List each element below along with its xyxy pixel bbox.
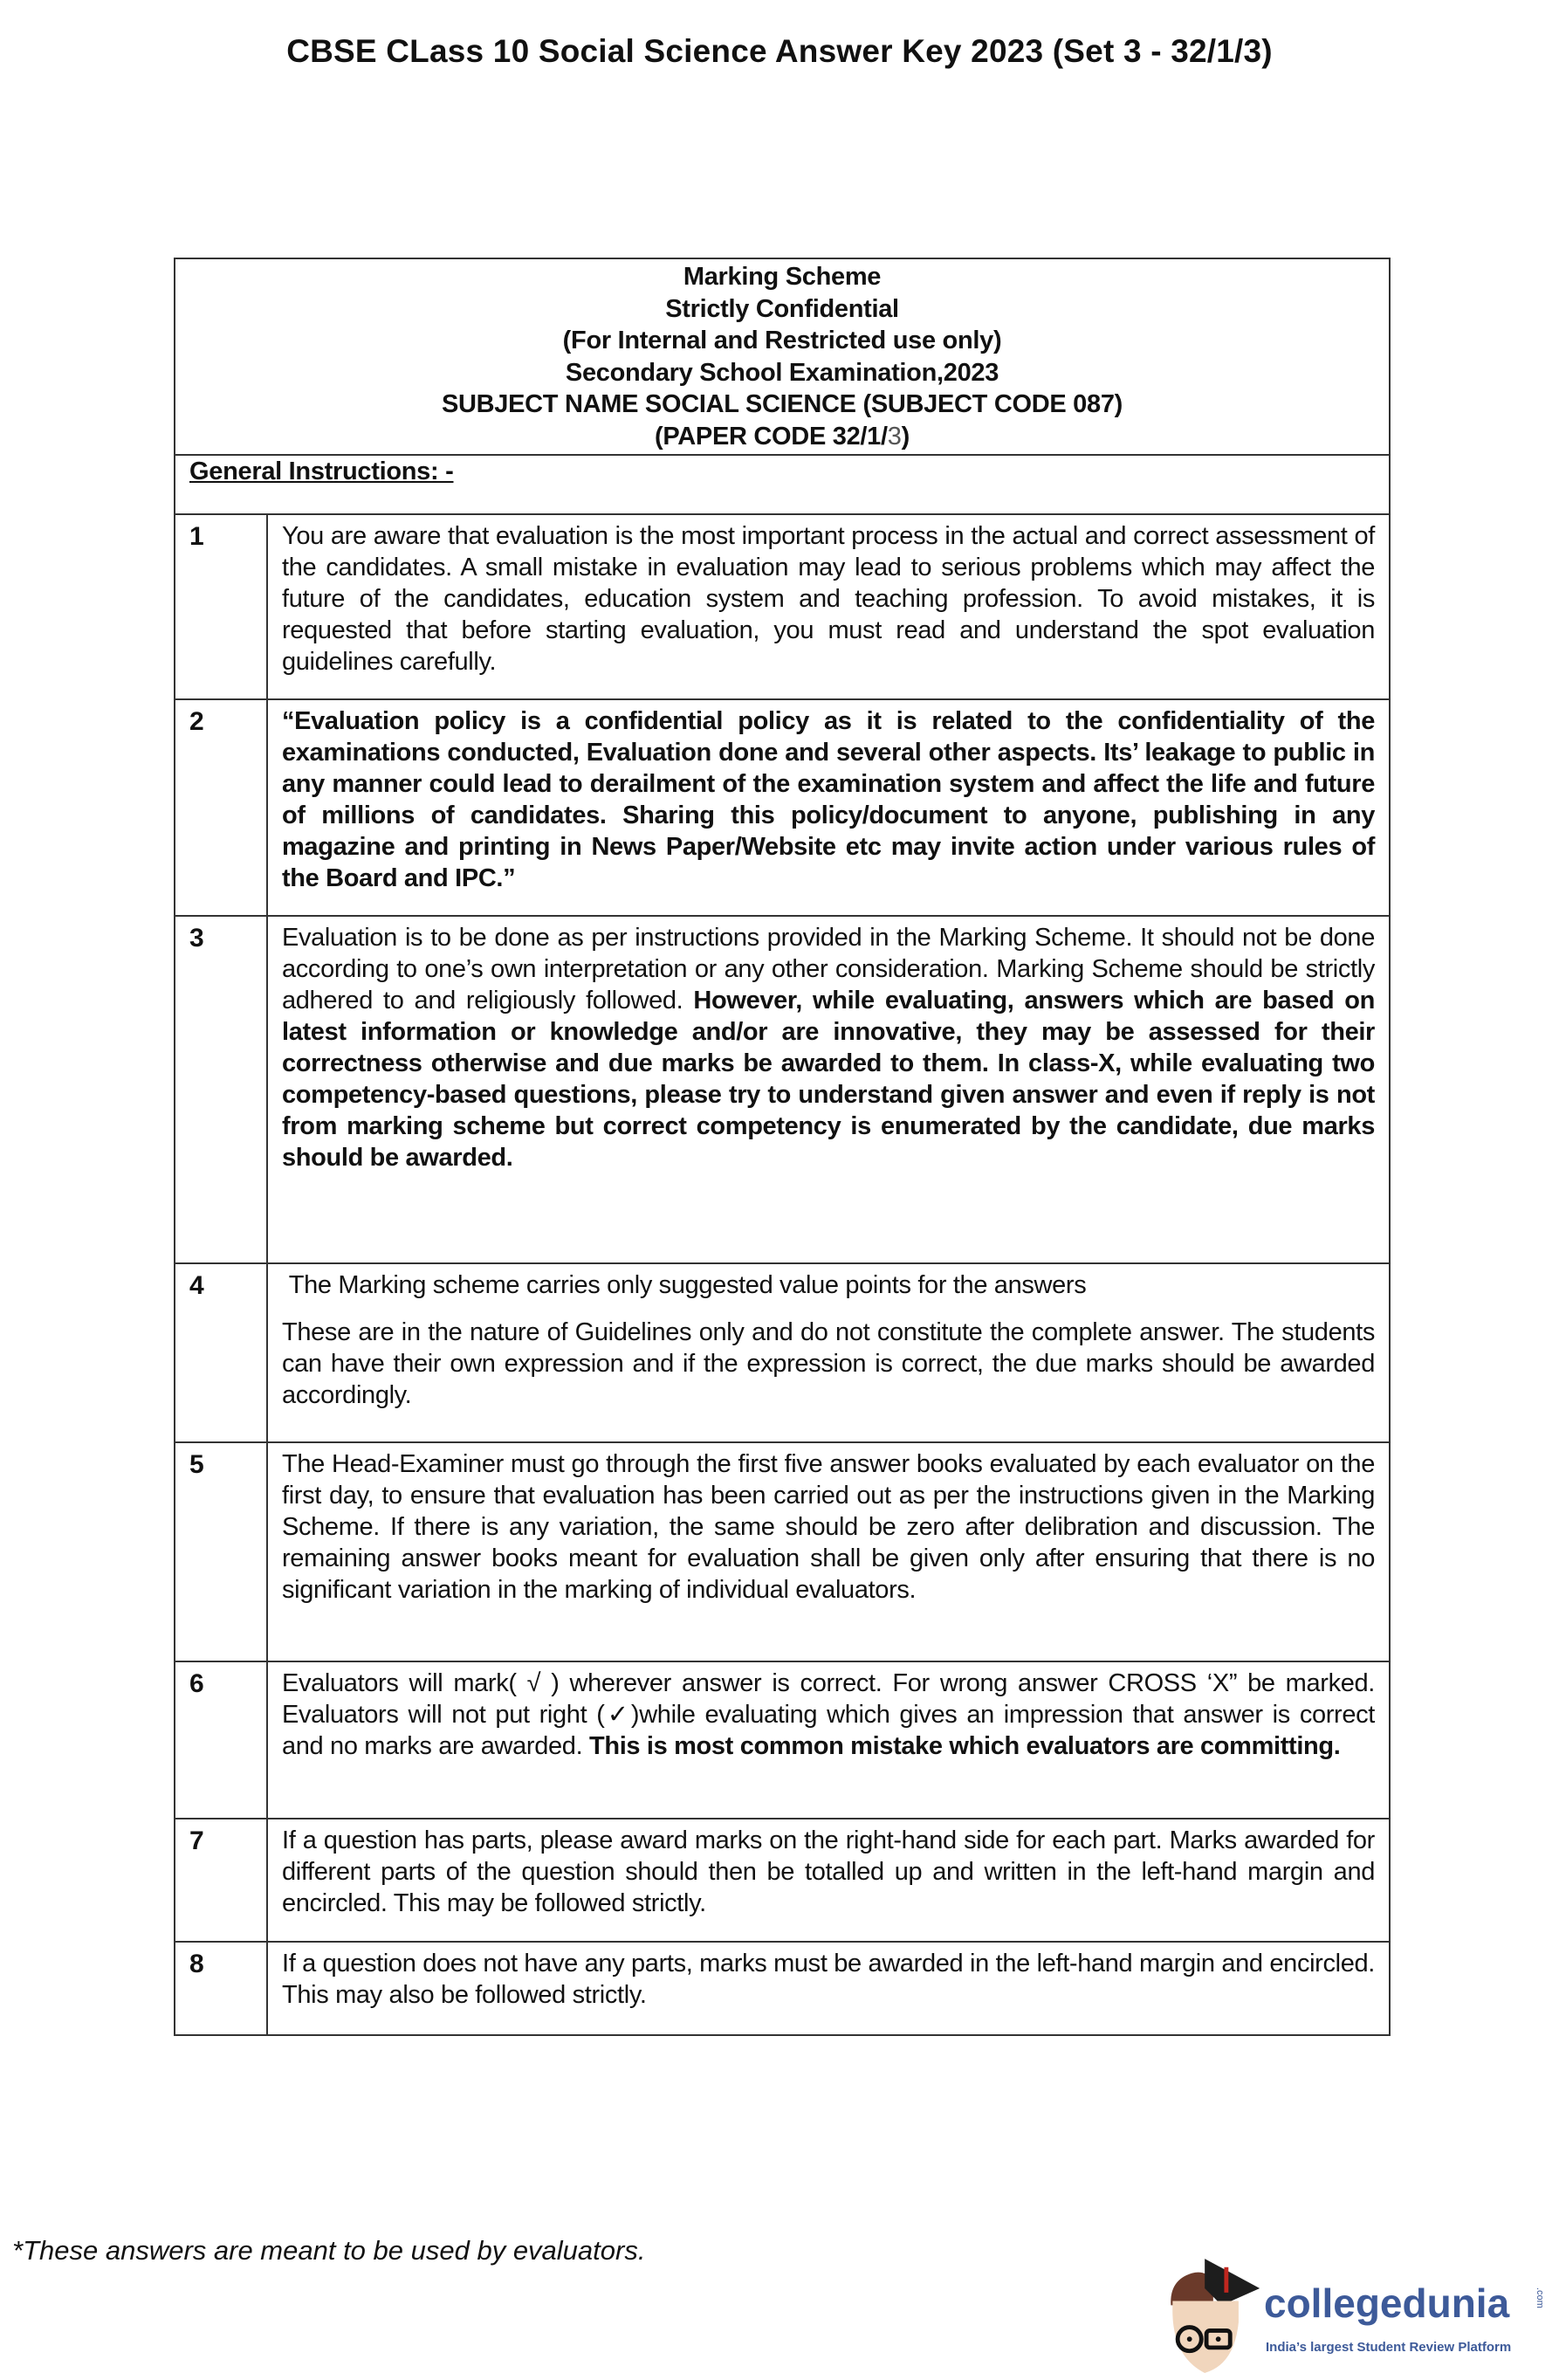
paragraph: If a question does not have any parts, marks must be awarded in the left-hand margin and encircled. This may also be followed strictly. xyxy=(282,1950,1375,2009)
instruction-row xyxy=(175,1819,1390,1942)
collegedunia-logo xyxy=(1154,2253,1547,2380)
paper-code xyxy=(175,421,1389,453)
row-text xyxy=(267,916,1390,1263)
instruction-row xyxy=(175,699,1390,916)
row-text xyxy=(267,1661,1390,1819)
row-text xyxy=(267,514,1390,699)
marking-scheme-table xyxy=(174,258,1391,2036)
text-normal: Evaluation is to be done as per instructions provided in the Marking Scheme. It should not be done according to one’s own interpretation or any other consideration. Marking Scheme should be strictly adhered to and religiously followed. xyxy=(282,924,1375,1015)
text-normal: Evaluators will mark( √ ) wherever answer is correct. For wrong answer CROSS ‘X” be marked. Evaluators will not put right (✓)while evaluating which gives an impression that answer is correct and no marks are awarded. xyxy=(282,1669,1375,1760)
paper-code-set: 3 xyxy=(887,422,902,451)
instruction-row xyxy=(175,1263,1390,1442)
brand-dotcom: .com xyxy=(1535,2287,1545,2308)
row-text xyxy=(267,1819,1390,1942)
brand-tagline: India’s largest Student Review Platform xyxy=(1266,2340,1512,2355)
document-title: CBSE CLass 10 Social Science Answer Key 2023 (Set 3 - 32/1/3) xyxy=(286,33,1273,69)
paper-code-main: (PAPER CODE 32/1/ xyxy=(655,422,888,451)
instruction-row xyxy=(175,1661,1390,1819)
row-text xyxy=(267,699,1390,916)
row-text xyxy=(267,1442,1390,1661)
scheme-header xyxy=(175,258,1390,455)
mascot-icon xyxy=(1154,2253,1264,2380)
brand-name: collegedunia xyxy=(1264,2280,1510,2326)
evaluator-footnote: *These answers are meant to be used by evaluators. xyxy=(12,2235,646,2266)
row-number: 7 xyxy=(175,1819,267,1942)
general-instructions-cell xyxy=(175,455,1390,514)
header-line: Secondary School Examination,2023 xyxy=(565,358,999,387)
paragraph xyxy=(282,922,1375,1173)
header-line: Strictly Confidential xyxy=(665,294,899,323)
paragraph: The Marking scheme carries only suggested value points for the answers xyxy=(282,1271,1087,1299)
header-line: Marking Scheme xyxy=(683,263,882,291)
row-number: 8 xyxy=(175,1942,267,2035)
instruction-row xyxy=(175,916,1390,1263)
general-instructions-heading: General Instructions: - xyxy=(189,457,454,485)
header-line: SUBJECT NAME SOCIAL SCIENCE (SUBJECT CODE 087) xyxy=(441,390,1123,418)
paragraph: The Head-Examiner must go through the first five answer books evaluated by each evaluator on the first day, to ensure that evaluation has been carried out as per the instructions given in the Marking Scheme. If there is any variation, the same should be zero after delibration and discussion. The remaining answer books meant for evaluation shall be given only after ensuring that there is no significant variation in the marking of individual evaluators. xyxy=(282,1450,1375,1604)
row-number: 6 xyxy=(175,1661,267,1819)
instruction-row xyxy=(175,514,1390,699)
instruction-row xyxy=(175,1942,1390,2035)
row-number: 1 xyxy=(175,514,267,699)
paper-code-end: ) xyxy=(901,422,910,451)
header-line: (For Internal and Restricted use only) xyxy=(562,327,1002,354)
row-number: 2 xyxy=(175,699,267,916)
row-number: 5 xyxy=(175,1442,267,1661)
paragraph: You are aware that evaluation is the most important process in the actual and correct assessment of the candidates. A small mistake in evaluation may lead to serious problems which may affect the future of the candidates, education system and teaching profession. To avoid mistakes, it is requested that before starting evaluation, you must read and understand the spot evaluation guidelines carefully. xyxy=(282,522,1375,676)
row-number: 3 xyxy=(175,916,267,1263)
paragraph: If a question has parts, please award marks on the right-hand side for each part. Marks awarded for different parts of the question should then be totalled up and written in the left-hand margin and encircled. This may be followed strictly. xyxy=(282,1826,1375,1917)
text-bold: This is most common mistake which evaluators are committing. xyxy=(588,1732,1341,1760)
row-number: 4 xyxy=(175,1263,267,1442)
paragraph xyxy=(282,1668,1375,1762)
row-text xyxy=(267,1263,1390,1442)
paragraph: “Evaluation policy is a confidential policy as it is related to the confidentiality of the examinations conducted, Evaluation done and several other aspects. Its’ leakage to public in any manner could lead to derailment of the examination system and affect the life and future of millions of candidates. Sharing this policy/document to anyone, publishing in any magazine and printing in News Paper/Website etc may invite action under various rules of the Board and IPC.” xyxy=(282,707,1375,892)
instruction-row xyxy=(175,1442,1390,1661)
text-bold: However, while evaluating, answers which are based on latest information or knowledge and/or are innovative, they may be assessed for their correctness otherwise and due marks be awarded to them. In class-X, while evaluating two competency-based questions, please try to understand given answer and even if reply is not from marking scheme but correct competency is enumerated by the candidate, due marks should be awarded. xyxy=(282,987,1375,1172)
paragraph: These are in the nature of Guidelines only and do not constitute the complete answer. The students can have their own expression and if the expression is correct, the due marks should be awarded accordingly. xyxy=(282,1318,1375,1409)
row-text xyxy=(267,1942,1390,2035)
